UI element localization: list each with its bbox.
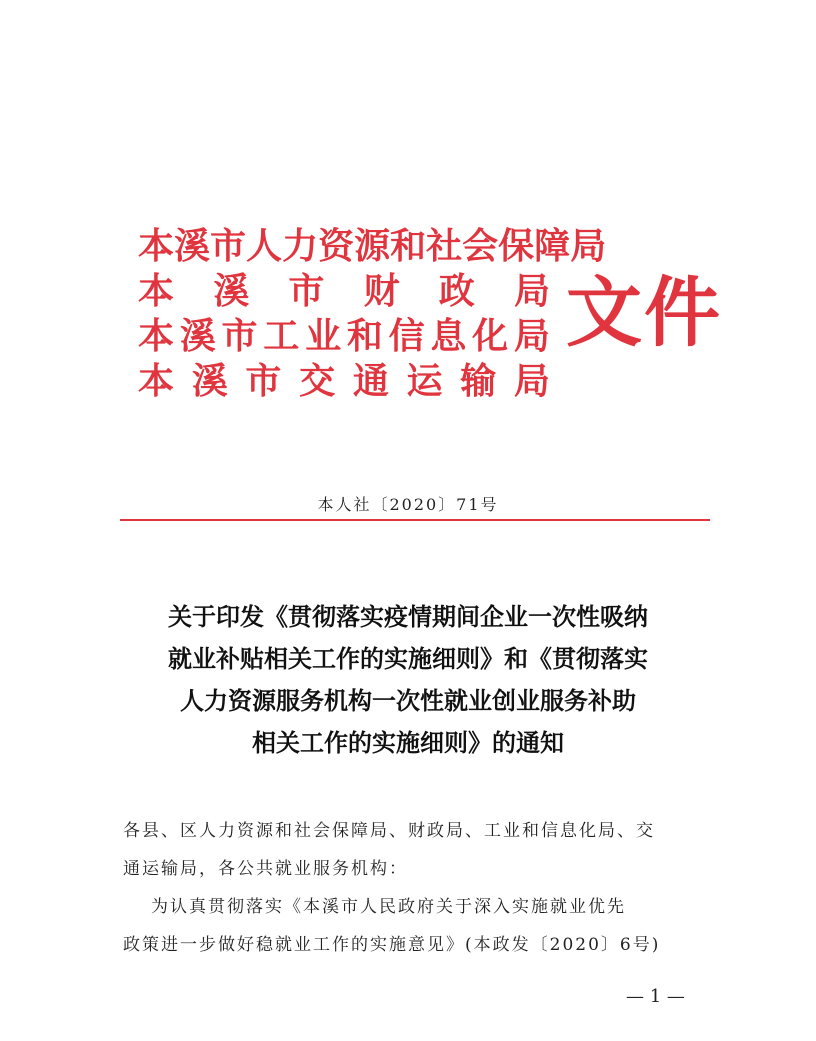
title-line: 就业补贴相关工作的实施细则》和《贯彻落实 bbox=[168, 644, 648, 673]
issuer-char: 本 bbox=[138, 360, 175, 402]
issuer-char: 人 bbox=[246, 225, 283, 267]
issuer-char: 业 bbox=[305, 315, 342, 357]
issuer-char: 信 bbox=[388, 315, 425, 357]
issuer-char: 局 bbox=[513, 315, 550, 357]
red-divider-rule bbox=[120, 519, 710, 521]
title-line: 人力资源服务机构一次性就业创业服务补助 bbox=[180, 686, 636, 715]
issuer-line bbox=[138, 314, 550, 359]
issuer-char: 资 bbox=[318, 225, 355, 267]
document-type-label: 文件 bbox=[566, 268, 722, 357]
issuer-char: 溪 bbox=[174, 225, 211, 267]
issuer-char: 溪 bbox=[213, 270, 250, 312]
issuer-char: 财 bbox=[363, 270, 400, 312]
issuer-char: 力 bbox=[282, 225, 319, 267]
issuer-char: 市 bbox=[288, 270, 325, 312]
issuer-char: 局 bbox=[570, 225, 607, 267]
issuer-char: 息 bbox=[430, 315, 467, 357]
issuer-char: 社 bbox=[426, 225, 463, 267]
issuer-char: 溪 bbox=[179, 315, 216, 357]
issuer-char: 会 bbox=[462, 225, 499, 267]
issuer-list bbox=[138, 224, 607, 404]
issuer-char: 政 bbox=[438, 270, 475, 312]
issuer-char: 市 bbox=[210, 225, 247, 267]
issuer-char: 和 bbox=[346, 315, 383, 357]
document-number: 本人社〔2020〕71号 bbox=[317, 495, 499, 514]
title-line: 相关工作的实施细则》的通知 bbox=[252, 728, 564, 757]
document-header bbox=[138, 224, 722, 404]
issuer-char: 交 bbox=[299, 360, 336, 402]
issuer-char: 本 bbox=[138, 315, 175, 357]
issuer-char: 通 bbox=[352, 360, 389, 402]
title-line: 关于印发《贯彻落实疫情期间企业一次性吸纳 bbox=[168, 602, 648, 631]
document-body bbox=[123, 812, 713, 964]
recipient-line: 通运输局，各公共就业服务机构： bbox=[123, 859, 408, 879]
issuer-char: 市 bbox=[245, 360, 282, 402]
issuer-line bbox=[138, 359, 550, 404]
document-title bbox=[0, 596, 816, 764]
issuer-char: 市 bbox=[221, 315, 258, 357]
page-number: — 1 — bbox=[626, 986, 685, 1007]
issuer-line bbox=[138, 269, 550, 314]
issuer-char: 本 bbox=[138, 270, 175, 312]
issuer-char: 障 bbox=[534, 225, 571, 267]
issuer-char: 运 bbox=[406, 360, 443, 402]
issuer-char: 输 bbox=[460, 360, 497, 402]
issuer-char: 本 bbox=[138, 225, 175, 267]
issuer-char: 化 bbox=[472, 315, 509, 357]
issuer-line bbox=[138, 224, 607, 269]
issuer-char: 局 bbox=[513, 270, 550, 312]
issuer-char: 源 bbox=[354, 225, 391, 267]
paragraph-line: 政策进一步做好稳就业工作的实施意见》(本政发〔2020〕6号) bbox=[123, 935, 661, 955]
paragraph-line: 为认真贯彻落实《本溪市人民政府关于深入实施就业优先 bbox=[151, 897, 626, 917]
issuer-char: 工 bbox=[263, 315, 300, 357]
recipient-line: 各县、区人力资源和社会保障局、财政局、工业和信息化局、交 bbox=[123, 821, 655, 841]
issuer-char: 保 bbox=[498, 225, 535, 267]
issuer-char: 溪 bbox=[191, 360, 228, 402]
issuer-char: 局 bbox=[513, 360, 550, 402]
issuer-char: 和 bbox=[390, 225, 427, 267]
